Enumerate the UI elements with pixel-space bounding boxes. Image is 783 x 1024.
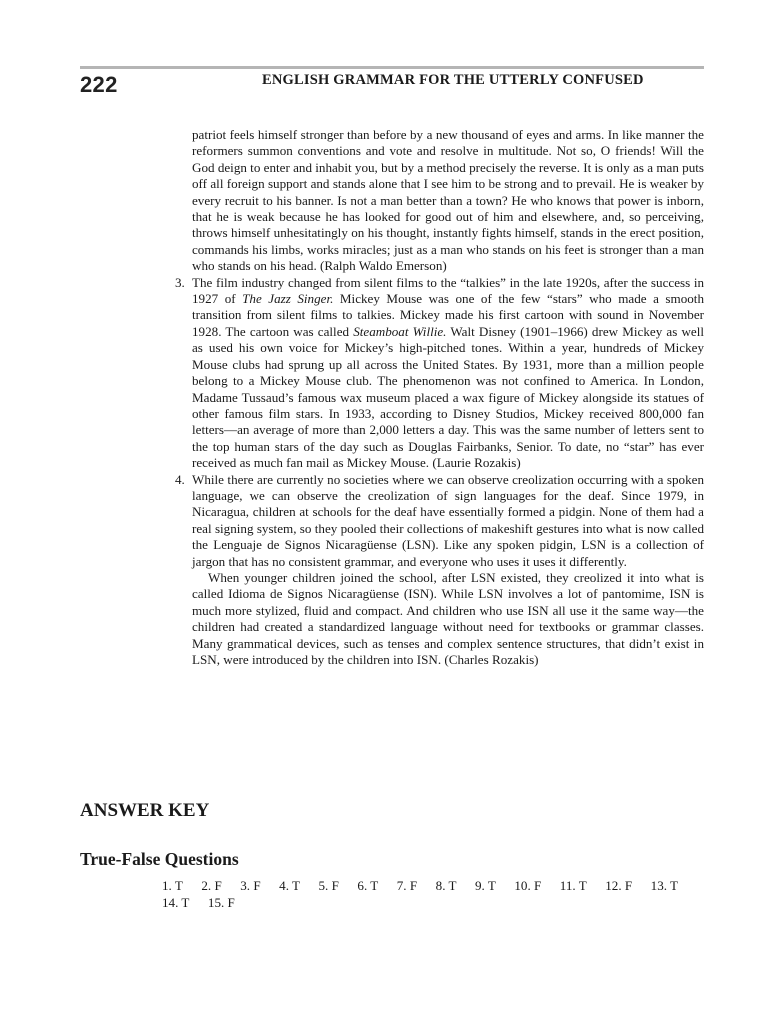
answer-item: 8. T [435,878,457,893]
true-false-heading: True-False Questions [80,849,239,869]
film-title: The Jazz Singer. [242,291,334,307]
item-number: 4. [175,471,185,487]
header-rule [80,66,704,69]
exercise-item-3 [175,274,704,472]
answer-item: 13. T [650,878,679,893]
item-paragraph-2: When younger children joined the school, after LSN existed, they creolized it into what is called Idioma de Signos Nicaragüense (ISN). While LSN involves a lot of pantomime, ISN is much more stylized, fluid and compact. And children who use ISN all use it the same way—the children had created a standardized language without need for textbooks or grammar classes. Many grammatical devices, such as tenses and complex sentence structures, that didn’t exist in LSN, were introduced by the children into ISN. (Charles Rozakis) [192,569,704,667]
answer-key-heading: ANSWER KEY [80,800,210,821]
running-title: ENGLISH GRAMMAR FOR THE UTTERLY CONFUSED [262,72,644,88]
answer-item: 7. F [396,878,418,893]
answer-item: 15. F [207,894,235,910]
answer-item: 6. T [357,878,379,893]
answer-item: 12. F [605,878,633,893]
item-paragraph-1: While there are currently no societies where we can observe creolization occurring with a spoken language, we can observe the creolization of sign languages for the deaf. Since 1979, in Nicaragua, children at schools for the deaf have essentially formed a pidgin. None of them had a real signing system, so they pooled their collections of makeshift gestures into what is now called the Lenguaje de Signos Nicaragüense (LSN). Like any spoken pidgin, LSN is a collection of jargon that has no consistent grammar, and everyone who uses it uses it differently. [192,471,704,569]
main-text [176,127,704,668]
item-text-part: The film industry changed from silent films to the “talkies” in the late 1920s, after the success in 1927 of [192,274,704,307]
continuation-paragraph: patriot feels himself stronger than before by a new thousand of eyes and arms. In like manner the reformers summon conventions and vote and resolve in multitude. Not so, O friends! Will the God deign to enter and inhabit you, but by a method precisely the reverse. It is only as a man puts off all foreign support and stands alone that I see him to be strong and to prevail. He is weaker by every recruit to his banner. Is not a man better than a town? He who knows that power is inborn, that he is weak because he has looked for good out of him and elsewhere, and, so perceiving, throws himself unhesitatingly on his thought, instantly fights himself, stands in the erect position, commands his limbs, works miracles; just as a man who stands on his feet is stronger than a man who stands on his head. (Ralph Waldo Emerson) [192,127,704,274]
answer-item: 2. F [201,878,222,893]
answer-item: 10. F [514,878,542,893]
answer-item: 4. T [279,878,300,893]
answer-list [162,878,707,912]
page-number: 222 [80,72,118,97]
answer-item: 11. T [559,878,587,893]
cartoon-title: Steamboat Willie. [353,323,447,339]
item-text-part: Walt Disney (1901–1966) drew Mickey as well as used his own voice for Mickey’s high-pitched tones. Within a year, hundreds of Mickey Mouse clubs had sprung up all across the United States. By 1931, more than a million people belong to a Mickey Mouse club. The phenomenon was not confined to America. In London, Madame Tussaud’s famous wax museum placed a wax figure of Mickey alongside its statues of other famous film stars. In 1933, according to Disney Studios, Mickey received 800,000 fan letters—an average of more than 2,000 letters a day. This was the same number of letters sent to the top human stars of the day such as Douglas Fairbanks, Senior. To date, no “star” has ever received as much fan mail as Mickey Mouse. (Laurie Rozakis) [192,323,704,471]
answer-item: 5. F [318,878,339,893]
item-text-part: Mickey Mouse was one of the few “stars” who made a smooth transition from silent films to talkies. Mickey made his first cartoon with sound in November 1928. The cartoon was called [192,291,704,339]
answer-item: 9. T [475,878,496,893]
exercise-item-4 [175,471,704,669]
answer-item: 3. F [240,878,261,893]
answer-item: 14. T [162,894,190,910]
answer-item: 1. T [162,878,183,893]
item-number: 3. [175,274,185,290]
